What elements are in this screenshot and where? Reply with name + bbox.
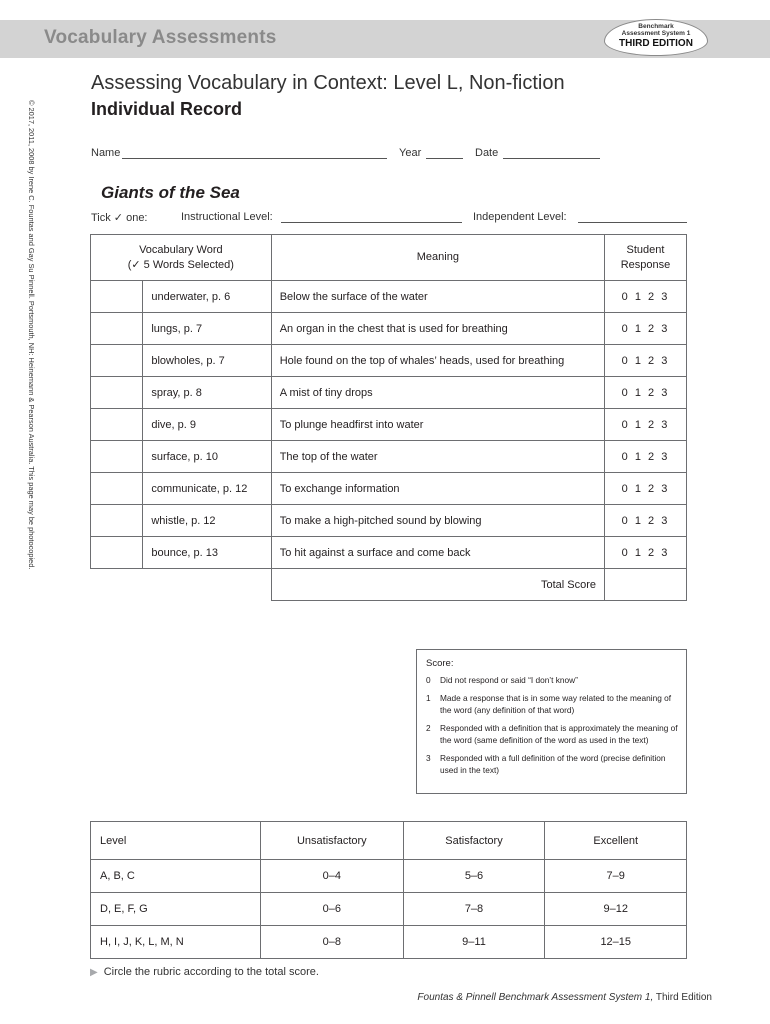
rubric-unsatisfactory[interactable]: 0–8	[261, 926, 403, 959]
copyright-notice: © 2017, 2011, 2008 by Irene C. Fountas and Gay Su Pinnell. Portsmouth, NH: Heinemann & Pearson Australia. This page may be photocopied.	[27, 100, 36, 570]
student-response-options[interactable]: 0 1 2 3	[605, 409, 687, 441]
date-field[interactable]	[503, 146, 600, 159]
vocab-meaning: Hole found on the top of whales’ heads, used for breathing	[271, 345, 604, 377]
rubric-row	[91, 893, 687, 926]
badge-edition: THIRD EDITION	[619, 38, 693, 49]
col-vocabulary-word	[91, 235, 272, 281]
year-label: Year	[399, 147, 422, 159]
vocab-word: lungs, p. 7	[143, 313, 271, 345]
vocab-row	[91, 313, 687, 345]
word-tick-box[interactable]	[91, 377, 143, 409]
word-tick-box[interactable]	[91, 281, 143, 313]
vocab-row	[91, 505, 687, 537]
col-response-line1: Student	[626, 243, 665, 256]
vocab-meaning: A mist of tiny drops	[271, 377, 604, 409]
badge-line2: Assessment System 1	[621, 30, 691, 37]
tick-one-label: Tick ✓ one:	[91, 212, 148, 224]
student-response-options[interactable]: 0 1 2 3	[605, 473, 687, 505]
rubric-note-text: Circle the rubric according to the total score.	[103, 966, 319, 978]
vocab-meaning: To exchange information	[271, 473, 604, 505]
student-response-options[interactable]: 0 1 2 3	[605, 505, 687, 537]
score-key-number: 1	[426, 693, 431, 703]
vocab-header-row	[91, 235, 687, 281]
vocab-word: blowholes, p. 7	[143, 345, 271, 377]
vocab-word: bounce, p. 13	[143, 537, 271, 569]
word-tick-box[interactable]	[91, 345, 143, 377]
rubric-row	[91, 926, 687, 959]
vocab-meaning: Below the surface of the water	[271, 281, 604, 313]
col-word-line1: Vocabulary Word	[139, 243, 223, 256]
year-field[interactable]	[426, 146, 463, 159]
instructional-level-label: Instructional Level:	[181, 211, 273, 223]
edition-badge	[604, 19, 708, 56]
student-response-options[interactable]: 0 1 2 3	[605, 313, 687, 345]
vocab-row	[91, 537, 687, 569]
vocab-word: underwater, p. 6	[143, 281, 271, 313]
score-key-item	[426, 692, 678, 716]
student-response-options[interactable]: 0 1 2 3	[605, 345, 687, 377]
vocab-meaning: The top of the water	[271, 441, 604, 473]
vocab-word: spray, p. 8	[143, 377, 271, 409]
score-key-item	[426, 752, 678, 776]
rubric-header-satisfactory: Satisfactory	[403, 822, 545, 860]
vocab-row	[91, 281, 687, 313]
name-field[interactable]	[122, 146, 387, 159]
vocab-row	[91, 345, 687, 377]
vocab-row	[91, 441, 687, 473]
rubric-satisfactory[interactable]: 5–6	[403, 860, 545, 893]
total-score-field[interactable]	[605, 569, 687, 601]
word-tick-box[interactable]	[91, 473, 143, 505]
col-meaning: Meaning	[271, 235, 604, 281]
instructional-level-field[interactable]	[281, 210, 462, 223]
student-response-options[interactable]: 0 1 2 3	[605, 441, 687, 473]
rubric-satisfactory[interactable]: 9–11	[403, 926, 545, 959]
badge-line1: Benchmark	[638, 23, 674, 30]
rubric-excellent[interactable]: 12–15	[545, 926, 687, 959]
vocab-meaning: To hit against a surface and come back	[271, 537, 604, 569]
level-rubric-table	[90, 821, 687, 959]
col-word-line2: (✓ 5 Words Selected)	[127, 258, 234, 271]
vocab-row	[91, 409, 687, 441]
vocab-meaning: To plunge headfirst into water	[271, 409, 604, 441]
score-key-number: 3	[426, 753, 431, 763]
rubric-unsatisfactory[interactable]: 0–4	[261, 860, 403, 893]
student-response-options[interactable]: 0 1 2 3	[605, 377, 687, 409]
rubric-level: A, B, C	[91, 860, 261, 893]
footer-series: Fountas & Pinnell Benchmark Assessment System 1,	[417, 992, 654, 1003]
rubric-header-level: Level	[91, 822, 261, 860]
book-title: Giants of the Sea	[101, 183, 240, 202]
page-footer	[417, 992, 712, 1003]
vocabulary-table	[90, 234, 687, 601]
vocab-word: surface, p. 10	[143, 441, 271, 473]
word-tick-box[interactable]	[91, 313, 143, 345]
rubric-header-excellent: Excellent	[545, 822, 687, 860]
col-student-response	[605, 235, 687, 281]
vocab-row	[91, 473, 687, 505]
rubric-unsatisfactory[interactable]: 0–6	[261, 893, 403, 926]
score-key-box	[416, 649, 687, 794]
total-score-label: Total Score	[271, 569, 604, 601]
score-key-text: Made a response that is in some way related to the meaning of the word (any definition of that word)	[440, 693, 672, 715]
name-label: Name	[91, 147, 121, 159]
rubric-satisfactory[interactable]: 7–8	[403, 893, 545, 926]
vocab-word: whistle, p. 12	[143, 505, 271, 537]
document-subheading: Individual Record	[91, 99, 243, 119]
vocab-meaning: An organ in the chest that is used for breathing	[271, 313, 604, 345]
score-key-item	[426, 674, 678, 686]
score-key-text: Responded with a full definition of the word (precise definition used in the text)	[440, 753, 666, 775]
footer-edition: Third Edition	[653, 992, 712, 1003]
section-title: Vocabulary Assessments	[44, 27, 277, 48]
rubric-row	[91, 860, 687, 893]
rubric-header-unsatisfactory: Unsatisfactory	[261, 822, 403, 860]
rubric-level: D, E, F, G	[91, 893, 261, 926]
total-score-row	[91, 569, 687, 601]
score-key-title: Score:	[426, 658, 454, 669]
score-key-number: 0	[426, 675, 431, 685]
rubric-excellent[interactable]: 7–9	[545, 860, 687, 893]
score-key-item	[426, 722, 678, 746]
score-key-text: Responded with a definition that is approximately the meaning of the word (same definition of the word as used in the text)	[440, 723, 678, 745]
word-tick-box[interactable]	[91, 537, 143, 569]
document-heading: Assessing Vocabulary in Context: Level L, Non-fiction	[91, 72, 565, 94]
independent-level-label: Independent Level:	[473, 211, 567, 223]
score-key-number: 2	[426, 723, 431, 733]
word-tick-box[interactable]	[91, 441, 143, 473]
vocab-row	[91, 377, 687, 409]
pointer-arrow-icon: ▶	[90, 967, 98, 978]
student-response-options[interactable]: 0 1 2 3	[605, 281, 687, 313]
vocab-meaning: To make a high-pitched sound by blowing	[271, 505, 604, 537]
total-row-spacer	[91, 569, 272, 601]
vocab-word: communicate, p. 12	[143, 473, 271, 505]
word-tick-box[interactable]	[91, 505, 143, 537]
rubric-instruction	[90, 966, 319, 978]
student-response-options[interactable]: 0 1 2 3	[605, 537, 687, 569]
date-label: Date	[475, 147, 499, 159]
rubric-level: H, I, J, K, L, M, N	[91, 926, 261, 959]
vocab-word: dive, p. 9	[143, 409, 271, 441]
independent-level-field[interactable]	[578, 210, 687, 223]
word-tick-box[interactable]	[91, 409, 143, 441]
col-response-line2: Response	[620, 258, 671, 271]
rubric-excellent[interactable]: 9–12	[545, 893, 687, 926]
score-key-text: Did not respond or said “I don’t know”	[440, 675, 578, 685]
rubric-header-row	[91, 822, 687, 860]
